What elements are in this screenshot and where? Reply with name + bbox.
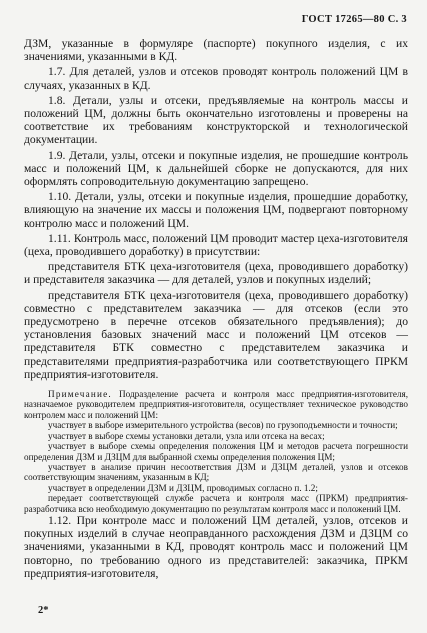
page-header: ГОСТ 17265—80 С. 3 [301, 14, 407, 25]
paragraph-1-11-item-2: представителя БТК цеха-изготовителя (цеха, проводившего доработку) совместно с представителем заказчика — для отсеков (если это предусмотрено в перечне отсеков обязательного предъявления); до установления базовых значений масс и положений ЦМ отсеков — представителя БТК совместно с представителем заказчика и представителями предприятия-разработчика или соответствующего ПРКМ предприятия-изготовителя. [24, 288, 408, 381]
document-body [24, 37, 408, 582]
paragraph-1-9: 1.9. Детали, узлы, отсеки и покупные изделия, не прошедшие контроль масс и положений ЦМ, к дальнейшей сборке не допускаются, для них оформлять сопроводительную документацию запрещено. [24, 148, 408, 189]
note-item: участвует в выборе схемы установки детали, узла или отсека на весах; [48, 430, 325, 441]
paragraph-1-12: 1.12. При контроле масс и положений ЦМ деталей, узлов, отсеков и покупных изделий в случае неоправданного расхождения ДЗМ и ДЗЦМ со значениями, указанными в КД, проводят контроль масс и положений ЦМ повторно, по требованию одного из представителей: заказчика, ПРКМ предприятия-изготовителя, [24, 513, 408, 580]
note-label: Примечание. [48, 389, 112, 400]
note-item: участвует в выборе измерительного устройства (весов) по грузоподъемности и точности; [48, 420, 398, 431]
paragraph-1-10: 1.10. Детали, узлы, отсеки и покупные изделия, прошедшие доработку, влияющую на значение их массы и положения ЦМ, подвергают повторному контролю масс и положений ЦМ. [24, 190, 408, 230]
note-block [24, 389, 408, 514]
note-item: участвует в анализе причин несоответствия ДЗМ и ДЗЦМ деталей, узлов и отсеков соответствующим значениям, указанным в КД; [24, 461, 408, 483]
page-footer-mark: 2* [38, 605, 49, 616]
note-intro-text: Подразделение расчета и контроля масс предприятия-изготовителя, назначаемое руководителем предприятия-изготовителя, осуществляет техническое руководство контролем масс и положений ЦМ: [24, 389, 409, 420]
paragraph-continuation: ДЗМ, указанные в формуляре (паспорте) покупного изделия, с их значениями, указанными в КД. [24, 37, 408, 64]
note-item: передает соответствующей службе расчета и контроля масс (ПРКМ) предприятия-разработчика всю необходимую документацию по результатам контроля масс и положений ЦМ. [24, 493, 408, 514]
paragraph-1-11-item-1: представителя БТК цеха-изготовителя (цеха, проводившего доработку) и представителя заказчика — для деталей, узлов и покупных изделий; [24, 260, 408, 287]
note-item: участвует в определении ДЗМ и ДЗЦМ, проводимых согласно п. 1.2; [48, 482, 318, 493]
paragraph-1-11: 1.11. Контроль масс, положений ЦМ проводит мастер цеха-изготовителя (цеха, проводившего доработку) в присутствии: [24, 231, 408, 259]
paragraph-1-8: 1.8. Детали, узлы и отсеки, предъявляемые на контроль массы и положений ЦМ, должны быть окончательно изготовлены и проверены на соответствие их требованиям конструкторской и технологической документации. [24, 93, 408, 147]
paragraph-1-7: 1.7. Для деталей, узлов и отсеков проводят контроль положений ЦМ в случаях, указанных в КД. [24, 65, 408, 92]
note-item: участвует в выборе схемы определения положения ЦМ и методов расчета погрешности определения ДЗМ и ДЗЦМ для выбранной схемы определения положения ЦМ; [24, 441, 408, 462]
note-intro [24, 389, 408, 420]
